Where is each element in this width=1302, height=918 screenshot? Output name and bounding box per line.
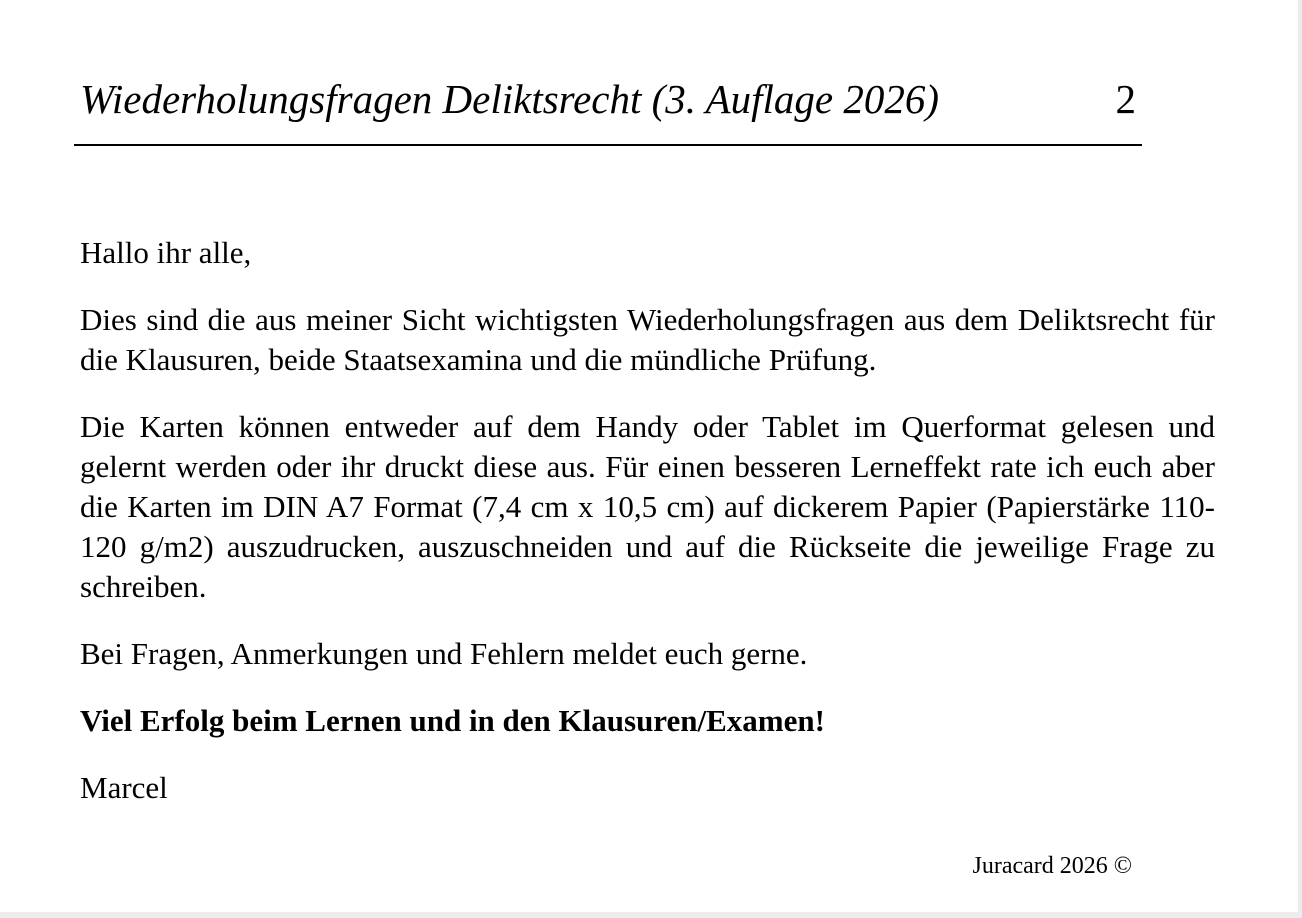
copyright-footer: Juracard 2026 © — [972, 853, 1132, 879]
greeting-paragraph: Hallo ihr alle, — [80, 235, 252, 270]
page-number: 2 — [1115, 76, 1136, 122]
intro-paragraph: Dies sind die aus meiner Sicht wichtigsten Wiederholungsfragen aus dem Deliktsrecht für die Klausuren, beide Staatsexamina und die mündliche Prüfung. — [80, 302, 1215, 377]
document-body — [80, 233, 1215, 835]
header-divider — [74, 144, 1142, 146]
closing-paragraph: Viel Erfolg beim Lernen und in den Klausuren/Examen! — [80, 703, 825, 738]
feedback-paragraph: Bei Fragen, Anmerkungen und Fehlern meldet euch gerne. — [80, 636, 808, 671]
signature: Marcel — [80, 770, 168, 805]
page-header — [80, 74, 1136, 124]
header-title: Wiederholungsfragen Deliktsrecht (3. Auflage 2026) — [80, 76, 939, 122]
usage-paragraph: Die Karten können entweder auf dem Handy oder Tablet im Querformat gelesen und gelernt werden oder ihr druckt diese aus. Für einen besseren Lerneffekt rate ich euch aber die Karten im DIN A7 Format (7,4 cm x 10,5 cm) auf dickerem Papier (Papierstärke 110-120 g/m2) auszudrucken, auszuschneiden und auf die Rückseite die jeweilige Frage zu schreiben. — [80, 409, 1215, 604]
